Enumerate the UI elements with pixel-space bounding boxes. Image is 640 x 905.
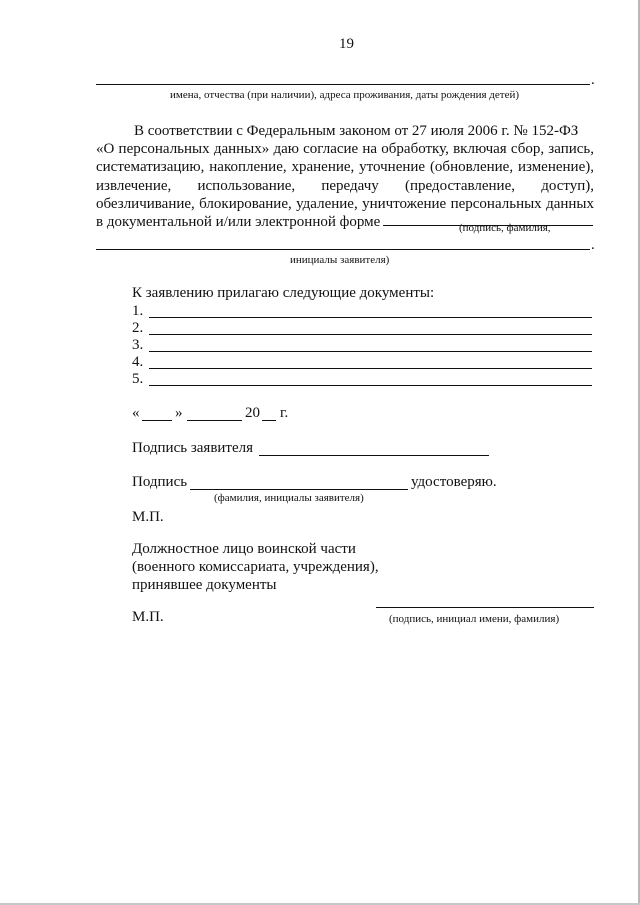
official-signature-field[interactable] [376,607,594,608]
date-month-field[interactable] [187,420,242,421]
document-item-3[interactable] [132,337,592,355]
applicant-signature-field[interactable] [259,455,489,456]
children-info-caption: имена, отчества (при наличии), адреса проживания, даты рождения детей) [170,89,520,101]
document-item-2[interactable] [132,320,592,338]
certify-signature-field[interactable] [190,489,408,490]
document-line[interactable] [149,368,592,369]
certify-caption: (фамилия, инициалы заявителя) [214,492,364,504]
documents-heading: К заявлению прилагаю следующие документы: [132,285,435,301]
official-line-1: Должностное лицо воинской части [132,541,356,557]
page-number: 19 [339,36,354,52]
date-year-prefix: 20 [245,405,260,421]
official-line-2: (военного комиссариата, учреждения), [132,559,379,575]
consent-line-1: В соответствии с Федеральным законом от 27 июля 2006 г. № 152-ФЗ [134,123,579,139]
stamp-mark-1: М.П. [132,509,164,525]
applicant-signature-label: Подпись заявителя [132,440,254,456]
consent-line-5: обезличивание, блокирование, удаление, уничтожение персональных данных [96,195,594,212]
certify-label: Подпись [132,474,188,490]
document-item-1[interactable] [132,303,592,321]
consent-name-line[interactable] [96,249,590,250]
official-caption: (подпись, инициал имени, фамилия) [389,613,560,625]
consent-paragraph [96,122,594,231]
consent-line-4: извлечение, использование, передачу (предоставление, доступ), [96,177,594,194]
date-close-quote: » [175,405,183,421]
official-line-3: принявшее документы [132,577,277,593]
stamp-mark-2: М.П. [132,609,164,625]
certify-suffix: удостоверяю. [411,474,497,490]
consent-caption-right: (подпись, фамилия, [459,222,551,234]
document-number: 2. [132,320,144,336]
document-line[interactable] [149,317,592,318]
date-day-field[interactable] [142,420,172,421]
consent-line-2: «О персональных данных» даю согласие на обработку, включая сбор, запись, [96,141,594,158]
document-line[interactable] [149,385,592,386]
document-number: 4. [132,354,144,370]
consent-line-6: в документальной и/или электронной форме [96,213,381,230]
document-item-5[interactable] [132,371,592,389]
date-year-suffix: г. [280,405,289,421]
document-number: 5. [132,371,144,387]
children-info-line [96,84,590,85]
consent-caption-center: инициалы заявителя) [290,254,390,266]
date-year-field[interactable] [262,420,276,421]
period-mark-2: . [591,237,595,253]
document-item-4[interactable] [132,354,592,372]
consent-line-3: систематизацию, накопление, хранение, уточнение (обновление, изменение), [96,159,594,176]
document-line[interactable] [149,334,592,335]
period-mark: . [591,72,595,88]
date-open-quote: « [132,405,140,421]
document-number: 1. [132,303,144,319]
document-line[interactable] [149,351,592,352]
document-number: 3. [132,337,144,353]
